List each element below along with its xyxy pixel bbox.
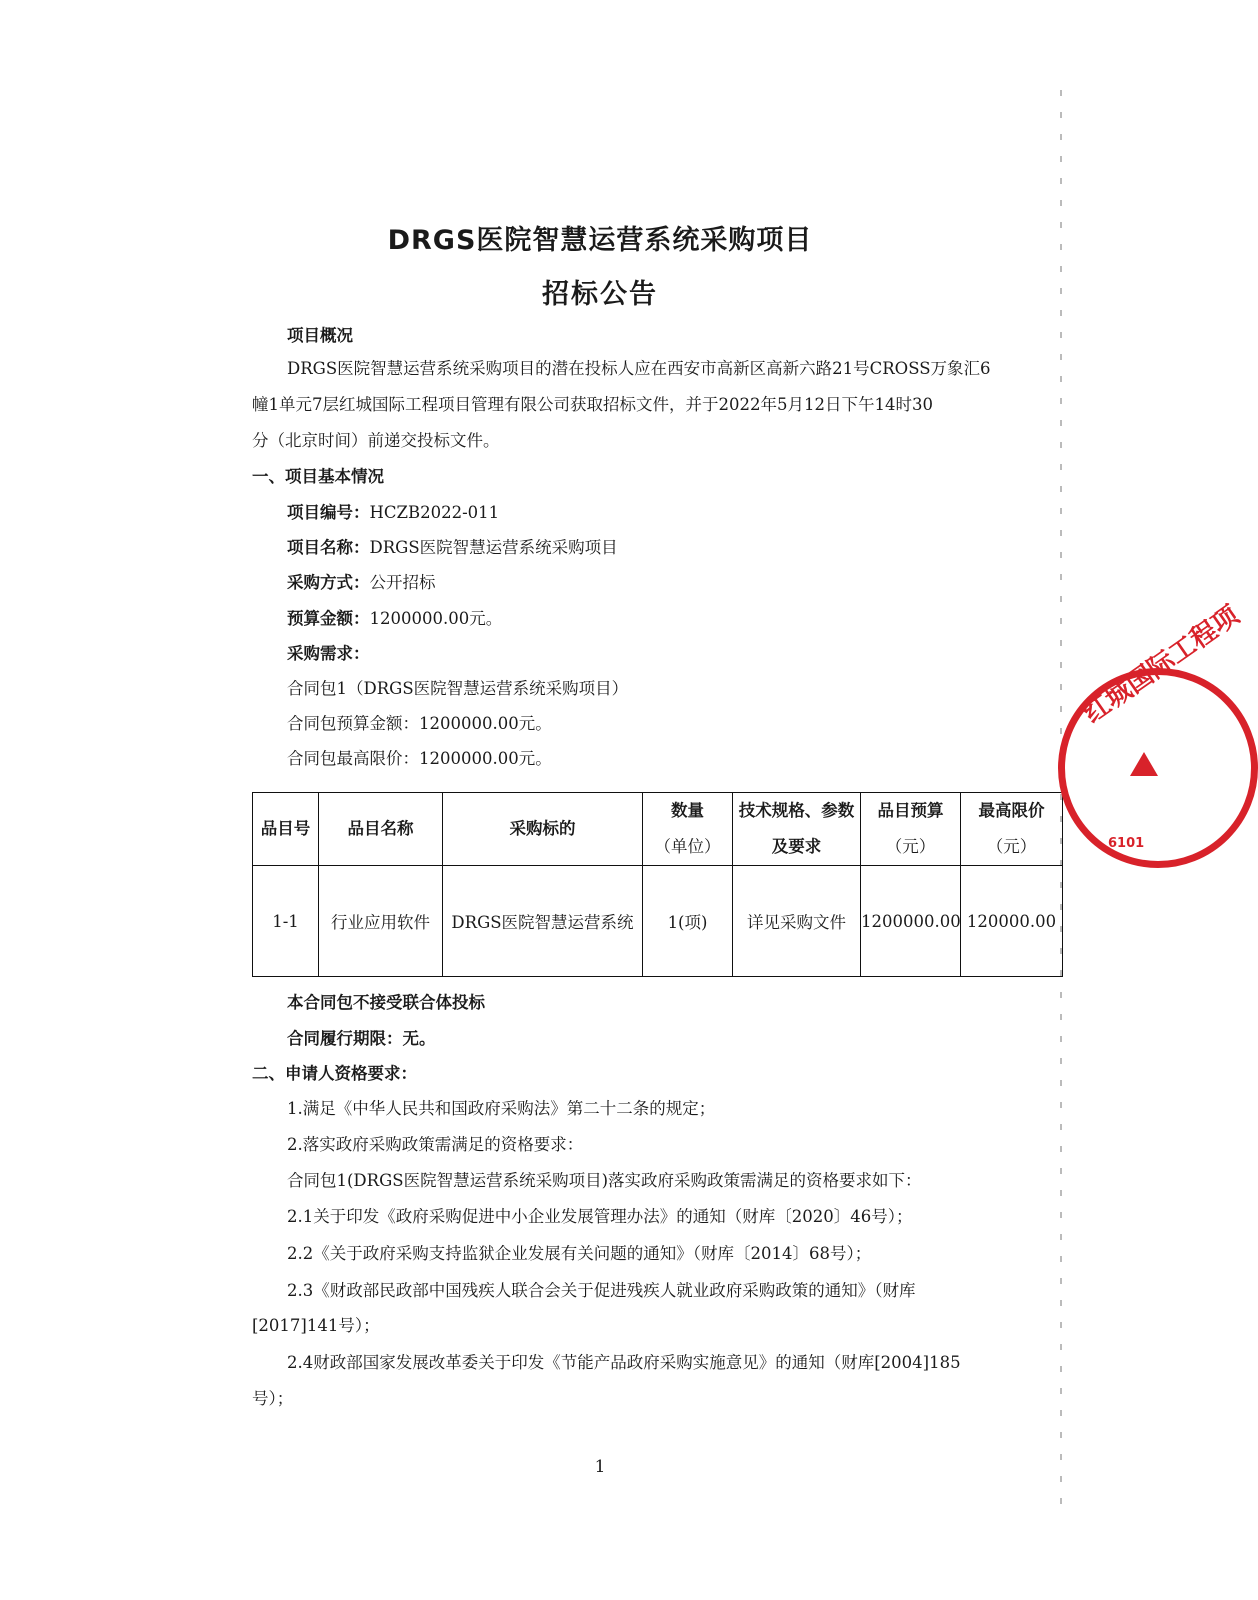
requirement-2: 2.落实政府采购政策需满足的资格要求： [287, 1135, 584, 1154]
requirement-2-intro: 合同包1(DRGS医院智慧运营系统采购项目)落实政府采购政策需满足的资格要求如下： [287, 1171, 922, 1190]
cell-quantity: 1(项) [643, 866, 733, 977]
page-number: 1 [594, 1457, 606, 1477]
cell-subject: DRGS医院智慧运营系统 [443, 866, 643, 977]
cell-item-budget: 1200000.00 [861, 866, 961, 977]
seal-star-icon [1130, 752, 1158, 776]
requirement-1: 1.满足《中华人民共和国政府采购法》第二十二条的规定； [287, 1099, 716, 1118]
cell-spec: 详见采购文件 [733, 866, 861, 977]
contract-package: 合同包1（DRGS医院智慧运营系统采购项目） [287, 679, 629, 698]
section2-heading: 二、申请人资格要求： [252, 1064, 417, 1083]
requirement-2-3-line-2: [2017]141号）； [252, 1316, 380, 1335]
budget-amount: 预算金额：1200000.00元。 [287, 609, 503, 628]
package-budget: 合同包预算金额：1200000.00元。 [287, 714, 552, 733]
header-item-name: 品目名称 [319, 793, 443, 866]
header-quantity: 数量 （单位） [643, 793, 733, 866]
overview-heading: 项目概况 [287, 326, 353, 345]
cell-item-no: 1-1 [253, 866, 319, 977]
requirement-2-3-line-1: 2.3《财政部民政部中国残疾人联合会关于促进残疾人就业政府采购政策的通知》（财库 [287, 1281, 916, 1300]
package-max-price: 合同包最高限价：1200000.00元。 [287, 749, 552, 768]
items-table [252, 792, 1063, 977]
requirement-2-4-line-1: 2.4财政部国家发展改革委关于印发《节能产品政府采购实施意见》的通知（财库[2004]185 [287, 1353, 961, 1372]
requirement-2-2: 2.2《关于政府采购支持监狱企业发展有关问题的通知》（财库〔2014〕68号）； [287, 1244, 872, 1263]
section1-heading: 一、项目基本情况 [252, 467, 384, 486]
cell-max-price: 120000.00 [961, 866, 1063, 977]
table-header-row [253, 793, 1063, 866]
header-item-no: 品目号 [253, 793, 319, 866]
project-name: 项目名称：DRGS医院智慧运营系统采购项目 [287, 538, 618, 557]
cell-item-name: 行业应用软件 [319, 866, 443, 977]
header-item-budget: 品目预算 （元） [861, 793, 961, 866]
project-number: 项目编号：HCZB2022-011 [287, 503, 500, 522]
requirement-2-1: 2.1关于印发《政府采购促进中小企业发展管理办法》的通知（财库〔2020〕46号）； [287, 1207, 913, 1226]
document-title: DRGS医院智慧运营系统采购项目 [387, 225, 813, 256]
contract-term: 合同履行期限：无。 [287, 1029, 436, 1048]
header-spec: 技术规格、参数 及要求 [733, 793, 861, 866]
demand-label: 采购需求： [287, 644, 370, 663]
procurement-method: 采购方式：公开招标 [287, 573, 436, 592]
no-consortium-note: 本合同包不接受联合体投标 [287, 993, 485, 1012]
table-row [253, 866, 1063, 977]
requirement-2-4-line-2: 号）； [252, 1389, 294, 1408]
document-subtitle: 招标公告 [542, 279, 658, 310]
header-max-price: 最高限价 （元） [961, 793, 1063, 866]
header-subject: 采购标的 [443, 793, 643, 866]
overview-line-2: 幢1单元7层红城国际工程项目管理有限公司获取招标文件，并于2022年5月12日下午14时30 [252, 395, 933, 414]
overview-line-1: DRGS医院智慧运营系统采购项目的潜在投标人应在西安市高新区高新六路21号CROSS万象汇6 [287, 359, 991, 378]
seal-text: 红城国际工程项 [1078, 600, 1245, 730]
seal-number: 6101 [1108, 836, 1145, 851]
overview-line-3: 分（北京时间）前递交投标文件。 [252, 431, 500, 450]
